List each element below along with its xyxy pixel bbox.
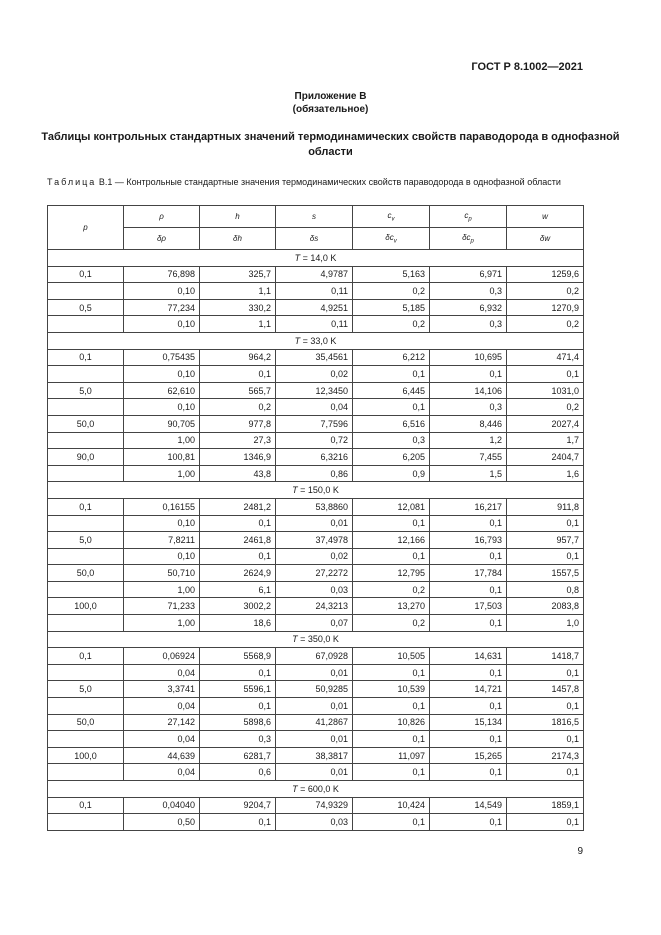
uncertainty-cell: 0,1 [353, 548, 430, 565]
uncertainty-cell: 0,2 [507, 283, 584, 300]
uncertainty-cell: 0,1 [507, 515, 584, 532]
uncertainty-cell: 6,1 [200, 581, 276, 598]
value-cell: 6,3216 [276, 449, 353, 466]
value-cell: 330,2 [200, 299, 276, 316]
value-cell: 62,610 [124, 382, 200, 399]
subheader-delta-cv: $\delta c_v$ [353, 228, 430, 250]
uncertainty-cell: 0,02 [276, 366, 353, 383]
uncertainty-cell: 0,86 [276, 465, 353, 482]
value-cell: 471,4 [507, 349, 584, 366]
uncertainty-row [48, 764, 584, 781]
value-cell: 8,446 [430, 415, 507, 432]
table-row [48, 681, 584, 698]
pressure-cell: 50,0 [48, 565, 124, 582]
value-cell: 38,3817 [276, 747, 353, 764]
uncertainty-cell: 43,8 [200, 465, 276, 482]
value-cell: 35,4561 [276, 349, 353, 366]
table-caption [47, 177, 587, 189]
uncertainty-cell: 0,1 [507, 366, 584, 383]
temperature-label: T = 350,0 K [48, 631, 584, 648]
pressure-cell: 0,1 [48, 797, 124, 814]
value-cell: 44,639 [124, 747, 200, 764]
table-row [48, 382, 584, 399]
uncertainty-cell: 1,0 [507, 615, 584, 632]
table-row [48, 747, 584, 764]
subheader-delta-s: δs [276, 228, 353, 250]
temperature-label: T = 14,0 K [48, 250, 584, 267]
uncertainty-cell: 0,1 [353, 399, 430, 416]
uncertainty-cell: 0,1 [353, 764, 430, 781]
pressure-cell: 5,0 [48, 382, 124, 399]
uncertainty-cell: 0,1 [430, 814, 507, 831]
value-cell: 5596,1 [200, 681, 276, 698]
value-cell: 10,505 [353, 648, 430, 665]
header-h: h [200, 206, 276, 228]
value-cell: 3002,2 [200, 598, 276, 615]
appendix-label: Приложение В [294, 91, 367, 102]
uncertainty-cell: 0,1 [430, 515, 507, 532]
empty-cell [48, 581, 124, 598]
value-cell: 5898,6 [200, 714, 276, 731]
uncertainty-row [48, 548, 584, 565]
value-cell: 14,631 [430, 648, 507, 665]
uncertainty-row [48, 814, 584, 831]
table-row [48, 797, 584, 814]
table-row [48, 532, 584, 549]
uncertainty-cell: 0,2 [507, 316, 584, 333]
header-p: p [48, 206, 124, 250]
value-cell: 2404,7 [507, 449, 584, 466]
subheader-delta-rho: δρ [124, 228, 200, 250]
uncertainty-cell: 18,6 [200, 615, 276, 632]
value-cell: 0,16155 [124, 498, 200, 515]
uncertainty-cell: 0,1 [200, 515, 276, 532]
pressure-cell: 50,0 [48, 415, 124, 432]
uncertainty-cell: 0,1 [200, 664, 276, 681]
uncertainty-row [48, 432, 584, 449]
uncertainty-cell: 0,1 [430, 698, 507, 715]
value-cell: 6,516 [353, 415, 430, 432]
uncertainty-cell: 0,2 [353, 316, 430, 333]
value-cell: 9204,7 [200, 797, 276, 814]
value-cell: 100,81 [124, 449, 200, 466]
value-cell: 2481,2 [200, 498, 276, 515]
value-cell: 50,9285 [276, 681, 353, 698]
uncertainty-cell: 0,8 [507, 581, 584, 598]
value-cell: 24,3213 [276, 598, 353, 615]
uncertainty-cell: 0,3 [200, 731, 276, 748]
value-cell: 14,549 [430, 797, 507, 814]
uncertainty-cell: 0,3 [353, 432, 430, 449]
uncertainty-cell: 0,01 [276, 731, 353, 748]
uncertainty-cell: 0,3 [430, 316, 507, 333]
value-cell: 957,7 [507, 532, 584, 549]
uncertainty-cell: 0,2 [353, 581, 430, 598]
uncertainty-cell: 0,1 [353, 731, 430, 748]
value-cell: 6,932 [430, 299, 507, 316]
uncertainty-row [48, 465, 584, 482]
uncertainty-cell: 0,1 [430, 366, 507, 383]
uncertainty-cell: 0,1 [507, 764, 584, 781]
uncertainty-cell: 0,50 [124, 814, 200, 831]
value-cell: 27,2272 [276, 565, 353, 582]
empty-cell [48, 316, 124, 333]
uncertainty-cell: 0,10 [124, 515, 200, 532]
table-body [48, 206, 584, 831]
uncertainty-cell: 0,1 [200, 548, 276, 565]
table-row [48, 415, 584, 432]
table-row [48, 299, 584, 316]
uncertainty-cell: 1,6 [507, 465, 584, 482]
pressure-cell: 0,1 [48, 648, 124, 665]
uncertainty-cell: 0,1 [430, 664, 507, 681]
value-cell: 10,695 [430, 349, 507, 366]
uncertainty-cell: 0,10 [124, 283, 200, 300]
value-cell: 10,424 [353, 797, 430, 814]
header-w: w [507, 206, 584, 228]
uncertainty-cell: 0,1 [507, 548, 584, 565]
temperature-section-row [48, 332, 584, 349]
value-cell: 76,898 [124, 266, 200, 283]
value-cell: 1859,1 [507, 797, 584, 814]
uncertainty-cell: 0,04 [124, 664, 200, 681]
uncertainty-cell: 0,2 [507, 399, 584, 416]
value-cell: 17,784 [430, 565, 507, 582]
pressure-cell: 0,5 [48, 299, 124, 316]
pressure-cell: 50,0 [48, 714, 124, 731]
empty-cell [48, 465, 124, 482]
uncertainty-cell: 0,10 [124, 316, 200, 333]
uncertainty-cell: 0,07 [276, 615, 353, 632]
uncertainty-cell: 0,3 [430, 283, 507, 300]
uncertainty-cell: 0,10 [124, 399, 200, 416]
subheader-row [48, 228, 584, 250]
uncertainty-cell: 0,1 [507, 698, 584, 715]
uncertainty-cell: 0,11 [276, 283, 353, 300]
value-cell: 14,721 [430, 681, 507, 698]
value-cell: 1557,5 [507, 565, 584, 582]
table-row [48, 598, 584, 615]
empty-cell [48, 615, 124, 632]
uncertainty-row [48, 366, 584, 383]
uncertainty-cell: 0,1 [507, 731, 584, 748]
table-row [48, 449, 584, 466]
empty-cell [48, 366, 124, 383]
value-cell: 1457,8 [507, 681, 584, 698]
standard-number: ГОСТ Р 8.1002—2021 [471, 61, 583, 73]
value-cell: 11,097 [353, 747, 430, 764]
uncertainty-row [48, 664, 584, 681]
value-cell: 12,081 [353, 498, 430, 515]
uncertainty-cell: 0,1 [430, 581, 507, 598]
value-cell: 37,4978 [276, 532, 353, 549]
uncertainty-cell: 0,1 [200, 698, 276, 715]
value-cell: 67,0928 [276, 648, 353, 665]
value-cell: 4,9787 [276, 266, 353, 283]
temperature-section-row [48, 781, 584, 798]
value-cell: 6,445 [353, 382, 430, 399]
table-row [48, 714, 584, 731]
uncertainty-cell: 1,00 [124, 465, 200, 482]
value-cell: 5,185 [353, 299, 430, 316]
uncertainty-cell: 0,01 [276, 698, 353, 715]
subheader-delta-cp: $\delta c_p$ [430, 228, 507, 250]
uncertainty-cell: 0,04 [124, 698, 200, 715]
table-row [48, 266, 584, 283]
temperature-label: T = 150,0 K [48, 482, 584, 499]
uncertainty-cell: 0,1 [353, 698, 430, 715]
uncertainty-cell: 0,03 [276, 581, 353, 598]
uncertainty-cell: 1,1 [200, 283, 276, 300]
table-caption-text: В.1 — Контрольные стандартные значения термодинамических свойств параводорода в однофазной области [98, 177, 561, 187]
table-row [48, 349, 584, 366]
value-cell: 12,3450 [276, 382, 353, 399]
uncertainty-cell: 0,11 [276, 316, 353, 333]
table-row [48, 565, 584, 582]
temperature-section-row [48, 250, 584, 267]
value-cell: 12,166 [353, 532, 430, 549]
uncertainty-row [48, 399, 584, 416]
uncertainty-cell: 0,2 [353, 283, 430, 300]
value-cell: 2624,9 [200, 565, 276, 582]
value-cell: 7,455 [430, 449, 507, 466]
value-cell: 2083,8 [507, 598, 584, 615]
table-row [48, 498, 584, 515]
value-cell: 0,04040 [124, 797, 200, 814]
value-cell: 17,503 [430, 598, 507, 615]
uncertainty-cell: 0,9 [353, 465, 430, 482]
uncertainty-row [48, 698, 584, 715]
uncertainty-cell: 0,02 [276, 548, 353, 565]
empty-cell [48, 515, 124, 532]
uncertainty-cell: 0,2 [353, 615, 430, 632]
uncertainty-cell: 0,3 [430, 399, 507, 416]
value-cell: 71,233 [124, 598, 200, 615]
uncertainty-cell: 1,1 [200, 316, 276, 333]
uncertainty-cell: 0,10 [124, 548, 200, 565]
value-cell: 1418,7 [507, 648, 584, 665]
value-cell: 3,3741 [124, 681, 200, 698]
temperature-label: T = 33,0 K [48, 332, 584, 349]
value-cell: 5,163 [353, 266, 430, 283]
pressure-cell: 90,0 [48, 449, 124, 466]
uncertainty-cell: 1,7 [507, 432, 584, 449]
subheader-delta-w: δw [507, 228, 584, 250]
uncertainty-cell: 1,2 [430, 432, 507, 449]
empty-cell [48, 283, 124, 300]
header-s: s [276, 206, 353, 228]
value-cell: 15,134 [430, 714, 507, 731]
pressure-cell: 0,1 [48, 266, 124, 283]
subheader-delta-h: δh [200, 228, 276, 250]
value-cell: 1346,9 [200, 449, 276, 466]
header-row [48, 206, 584, 228]
value-cell: 4,9251 [276, 299, 353, 316]
pressure-cell: 5,0 [48, 681, 124, 698]
value-cell: 6,971 [430, 266, 507, 283]
value-cell: 0,75435 [124, 349, 200, 366]
temperature-label: T = 600,0 K [48, 781, 584, 798]
value-cell: 16,793 [430, 532, 507, 549]
uncertainty-cell: 0,04 [124, 731, 200, 748]
value-cell: 2461,8 [200, 532, 276, 549]
uncertainty-cell: 0,04 [276, 399, 353, 416]
uncertainty-cell: 0,1 [353, 515, 430, 532]
appendix-title: Таблицы контрольных стандартных значений термодинамических свойств параводорода в однофазной области [41, 131, 620, 158]
empty-cell [48, 731, 124, 748]
uncertainty-row [48, 615, 584, 632]
value-cell: 977,8 [200, 415, 276, 432]
value-cell: 1259,6 [507, 266, 584, 283]
empty-cell [48, 698, 124, 715]
uncertainty-cell: 0,2 [200, 399, 276, 416]
empty-cell [48, 814, 124, 831]
table-caption-label: Таблица [47, 177, 97, 187]
pressure-cell: 5,0 [48, 532, 124, 549]
value-cell: 53,8860 [276, 498, 353, 515]
value-cell: 74,9329 [276, 797, 353, 814]
properties-table [47, 205, 584, 831]
uncertainty-cell: 0,6 [200, 764, 276, 781]
value-cell: 964,2 [200, 349, 276, 366]
uncertainty-cell: 0,1 [200, 366, 276, 383]
value-cell: 325,7 [200, 266, 276, 283]
value-cell: 27,142 [124, 714, 200, 731]
value-cell: 90,705 [124, 415, 200, 432]
temperature-section-row [48, 631, 584, 648]
value-cell: 565,7 [200, 382, 276, 399]
uncertainty-cell: 0,04 [124, 764, 200, 781]
uncertainty-cell: 0,01 [276, 664, 353, 681]
value-cell: 77,234 [124, 299, 200, 316]
empty-cell [48, 432, 124, 449]
value-cell: 16,217 [430, 498, 507, 515]
pressure-cell: 100,0 [48, 598, 124, 615]
uncertainty-cell: 0,10 [124, 366, 200, 383]
value-cell: 1270,9 [507, 299, 584, 316]
value-cell: 10,539 [353, 681, 430, 698]
empty-cell [48, 399, 124, 416]
page-number: 9 [577, 846, 583, 857]
value-cell: 7,8211 [124, 532, 200, 549]
uncertainty-cell: 1,00 [124, 432, 200, 449]
uncertainty-cell: 0,1 [430, 731, 507, 748]
uncertainty-row [48, 581, 584, 598]
uncertainty-row [48, 283, 584, 300]
value-cell: 5568,9 [200, 648, 276, 665]
pressure-cell: 100,0 [48, 747, 124, 764]
uncertainty-cell: 0,01 [276, 764, 353, 781]
value-cell: 15,265 [430, 747, 507, 764]
uncertainty-row [48, 731, 584, 748]
uncertainty-cell: 0,1 [507, 814, 584, 831]
uncertainty-cell: 0,1 [200, 814, 276, 831]
uncertainty-cell: 1,00 [124, 581, 200, 598]
uncertainty-row [48, 515, 584, 532]
value-cell: 41,2867 [276, 714, 353, 731]
value-cell: 7,7596 [276, 415, 353, 432]
empty-cell [48, 548, 124, 565]
header-cp: $c_p$ [430, 206, 507, 228]
uncertainty-cell: 0,1 [353, 366, 430, 383]
uncertainty-cell: 27,3 [200, 432, 276, 449]
value-cell: 14,106 [430, 382, 507, 399]
empty-cell [48, 664, 124, 681]
value-cell: 1031,0 [507, 382, 584, 399]
pressure-cell: 0,1 [48, 349, 124, 366]
uncertainty-cell: 1,00 [124, 615, 200, 632]
value-cell: 1816,5 [507, 714, 584, 731]
temperature-section-row [48, 482, 584, 499]
uncertainty-cell: 0,1 [353, 814, 430, 831]
uncertainty-cell: 0,1 [430, 615, 507, 632]
uncertainty-cell: 0,03 [276, 814, 353, 831]
uncertainty-cell: 0,1 [430, 764, 507, 781]
value-cell: 12,795 [353, 565, 430, 582]
value-cell: 6,205 [353, 449, 430, 466]
value-cell: 2027,4 [507, 415, 584, 432]
value-cell: 6,212 [353, 349, 430, 366]
value-cell: 6281,7 [200, 747, 276, 764]
uncertainty-row [48, 316, 584, 333]
value-cell: 13,270 [353, 598, 430, 615]
empty-cell [48, 764, 124, 781]
table-row [48, 648, 584, 665]
uncertainty-cell: 0,1 [353, 664, 430, 681]
header-cv: $c_v$ [353, 206, 430, 228]
uncertainty-cell: 0,72 [276, 432, 353, 449]
uncertainty-cell: 0,1 [507, 664, 584, 681]
value-cell: 10,826 [353, 714, 430, 731]
header-rho: ρ [124, 206, 200, 228]
pressure-cell: 0,1 [48, 498, 124, 515]
uncertainty-cell: 0,01 [276, 515, 353, 532]
value-cell: 911,8 [507, 498, 584, 515]
appendix-status: (обязательное) [292, 104, 369, 115]
value-cell: 0,06924 [124, 648, 200, 665]
uncertainty-cell: 1,5 [430, 465, 507, 482]
value-cell: 2174,3 [507, 747, 584, 764]
value-cell: 50,710 [124, 565, 200, 582]
uncertainty-cell: 0,1 [430, 548, 507, 565]
